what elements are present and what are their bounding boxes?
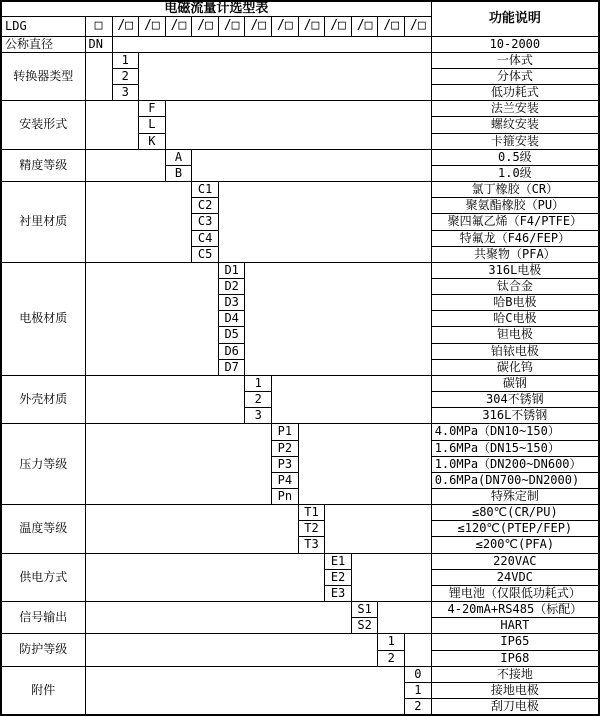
desc-cell: 钽电极 — [431, 327, 599, 343]
code-cell: D6 — [218, 343, 245, 359]
code-cell: E3 — [325, 585, 352, 601]
desc-cell: HART — [431, 618, 599, 634]
spacer-cell — [85, 182, 192, 263]
category-label: 防护等级 — [1, 634, 85, 666]
desc-cell: ≤80℃(CR/PU) — [431, 505, 599, 521]
desc-cell: IP65 — [431, 634, 599, 650]
category-label: 外壳材质 — [1, 375, 85, 423]
desc-cell: 24VDC — [431, 569, 599, 585]
code-cell: K — [139, 133, 166, 149]
spacer-cell — [85, 666, 405, 715]
desc-cell: 1.0级 — [431, 165, 599, 181]
desc-cell: 卡箍安装 — [431, 133, 599, 149]
code-cell: C3 — [192, 214, 219, 230]
model-slot: /□ — [325, 17, 352, 36]
category-label: 电极材质 — [1, 262, 85, 375]
model-slot: /□ — [272, 17, 299, 36]
code-cell: 2 — [405, 699, 432, 715]
code-cell: 2 — [112, 68, 139, 84]
code-cell: B — [165, 165, 192, 181]
desc-cell: 碳钢 — [431, 375, 599, 391]
code-cell: D4 — [218, 311, 245, 327]
desc-cell: 4-20mA+RS485（标配） — [431, 602, 599, 618]
category-label: 安装形式 — [1, 101, 85, 149]
code-cell: T1 — [298, 505, 325, 521]
desc-cell: 碳化钨 — [431, 359, 599, 375]
model-slot: /□ — [351, 17, 378, 36]
spacer-cell — [351, 553, 431, 601]
model-slot: /□ — [378, 17, 405, 36]
spacer-cell — [139, 52, 432, 100]
code-cell: C4 — [192, 230, 219, 246]
code-cell: D3 — [218, 295, 245, 311]
category-label: 附件 — [1, 666, 85, 715]
desc-cell: 哈B电极 — [431, 295, 599, 311]
desc-cell: 304不锈钢 — [431, 392, 599, 408]
code-cell: D5 — [218, 327, 245, 343]
desc-cell: 氯丁橡胶（CR） — [431, 182, 599, 198]
model-slot: /□ — [192, 17, 219, 36]
function-header: 功能说明 — [431, 1, 599, 36]
code-cell: 0 — [405, 666, 432, 682]
model-slot: /□ — [218, 17, 245, 36]
spacer-cell — [85, 375, 245, 423]
category-label: 压力等级 — [1, 424, 85, 505]
code-cell: 1 — [245, 375, 272, 391]
spacer-cell — [85, 52, 112, 100]
code-cell: P1 — [272, 424, 299, 440]
code-cell: L — [139, 117, 166, 133]
desc-cell: 接地电极 — [431, 682, 599, 698]
desc-cell: 共聚物（PFA） — [431, 246, 599, 262]
diameter-desc: 10-2000 — [431, 36, 599, 52]
code-cell: 2 — [245, 392, 272, 408]
code-cell: C5 — [192, 246, 219, 262]
code-cell: Pn — [272, 489, 299, 505]
spacer-cell — [325, 505, 431, 553]
desc-cell: 4.0MPa（DN10~150） — [431, 424, 599, 440]
code-cell: C2 — [192, 198, 219, 214]
desc-cell: 刮刀电极 — [431, 699, 599, 715]
desc-cell: 0.5级 — [431, 149, 599, 165]
code-cell: 3 — [245, 408, 272, 424]
code-cell: T2 — [298, 521, 325, 537]
category-label: 供电方式 — [1, 553, 85, 601]
spacer-cell — [85, 634, 378, 666]
spacer-cell — [378, 602, 431, 634]
model-slot: /□ — [165, 17, 192, 36]
desc-cell: ≤120℃(PTEP/FEP) — [431, 521, 599, 537]
desc-cell: 铂铱电极 — [431, 343, 599, 359]
spacer-cell — [192, 149, 431, 181]
model-box: □ — [85, 17, 112, 36]
code-cell: D1 — [218, 262, 245, 278]
desc-cell: ≤200℃(PFA) — [431, 537, 599, 553]
spacer-cell — [85, 553, 325, 601]
model-slot: /□ — [298, 17, 325, 36]
spacer-cell — [272, 375, 432, 423]
code-cell: 1 — [405, 682, 432, 698]
code-cell: P2 — [272, 440, 299, 456]
spacer-cell — [85, 149, 165, 181]
code-cell: 3 — [112, 85, 139, 101]
code-cell: P3 — [272, 456, 299, 472]
diameter-code: DN — [85, 36, 112, 52]
desc-cell: 钛合金 — [431, 278, 599, 294]
spacer-cell — [112, 36, 431, 52]
spacer-cell — [85, 101, 139, 149]
category-label: 信号输出 — [1, 602, 85, 634]
model-slot: /□ — [405, 17, 432, 36]
desc-cell: 低功耗式 — [431, 85, 599, 101]
model-slot: /□ — [139, 17, 166, 36]
code-cell: E2 — [325, 569, 352, 585]
model-prefix: LDG — [1, 17, 85, 36]
model-slot: /□ — [112, 17, 139, 36]
desc-cell: 锂电池（仅限低功耗式） — [431, 585, 599, 601]
category-label: 温度等级 — [1, 505, 85, 553]
desc-cell: 聚氨酯橡胶（PU） — [431, 198, 599, 214]
diameter-label: 公称直径 — [1, 36, 85, 52]
code-cell: 2 — [378, 650, 405, 666]
category-label: 衬里材质 — [1, 182, 85, 263]
spacer-cell — [298, 424, 431, 505]
desc-cell: 220VAC — [431, 553, 599, 569]
desc-cell: 分体式 — [431, 68, 599, 84]
desc-cell: 螺纹安装 — [431, 117, 599, 133]
spacer-cell — [85, 262, 218, 375]
code-cell: T3 — [298, 537, 325, 553]
code-cell: D2 — [218, 278, 245, 294]
code-cell: D7 — [218, 359, 245, 375]
code-cell: 1 — [378, 634, 405, 650]
spacer-cell — [218, 182, 431, 263]
code-cell: A — [165, 149, 192, 165]
category-label: 转换器类型 — [1, 52, 85, 100]
spacer-cell — [165, 101, 431, 149]
desc-cell: 哈C电极 — [431, 311, 599, 327]
category-label: 精度等级 — [1, 149, 85, 181]
spacer-cell — [245, 262, 431, 375]
code-cell: S1 — [351, 602, 378, 618]
code-cell: C1 — [192, 182, 219, 198]
desc-cell: 聚四氟乙烯（F4/PTFE） — [431, 214, 599, 230]
code-cell: 1 — [112, 52, 139, 68]
desc-cell: 一体式 — [431, 52, 599, 68]
spacer-cell — [85, 424, 272, 505]
desc-cell: IP68 — [431, 650, 599, 666]
desc-cell: 316L电极 — [431, 262, 599, 278]
model-slot: /□ — [245, 17, 272, 36]
desc-cell: 特殊定制 — [431, 489, 599, 505]
code-cell: P4 — [272, 472, 299, 488]
table-title: 电磁流量计选型表 — [1, 1, 431, 17]
desc-cell: 特氟龙（F46/FEP） — [431, 230, 599, 246]
code-cell: E1 — [325, 553, 352, 569]
spacer-cell — [85, 602, 351, 634]
desc-cell: 1.0MPa（DN200~DN600） — [431, 456, 599, 472]
desc-cell: 1.6MPa（DN15~150） — [431, 440, 599, 456]
desc-cell: 0.6MPa(DN700~DN2000) — [431, 472, 599, 488]
code-cell: F — [139, 101, 166, 117]
desc-cell: 不接地 — [431, 666, 599, 682]
spacer-cell — [85, 505, 298, 553]
spacer-cell — [405, 634, 432, 666]
desc-cell: 法兰安装 — [431, 101, 599, 117]
code-cell: S2 — [351, 618, 378, 634]
desc-cell: 316L不锈钢 — [431, 408, 599, 424]
